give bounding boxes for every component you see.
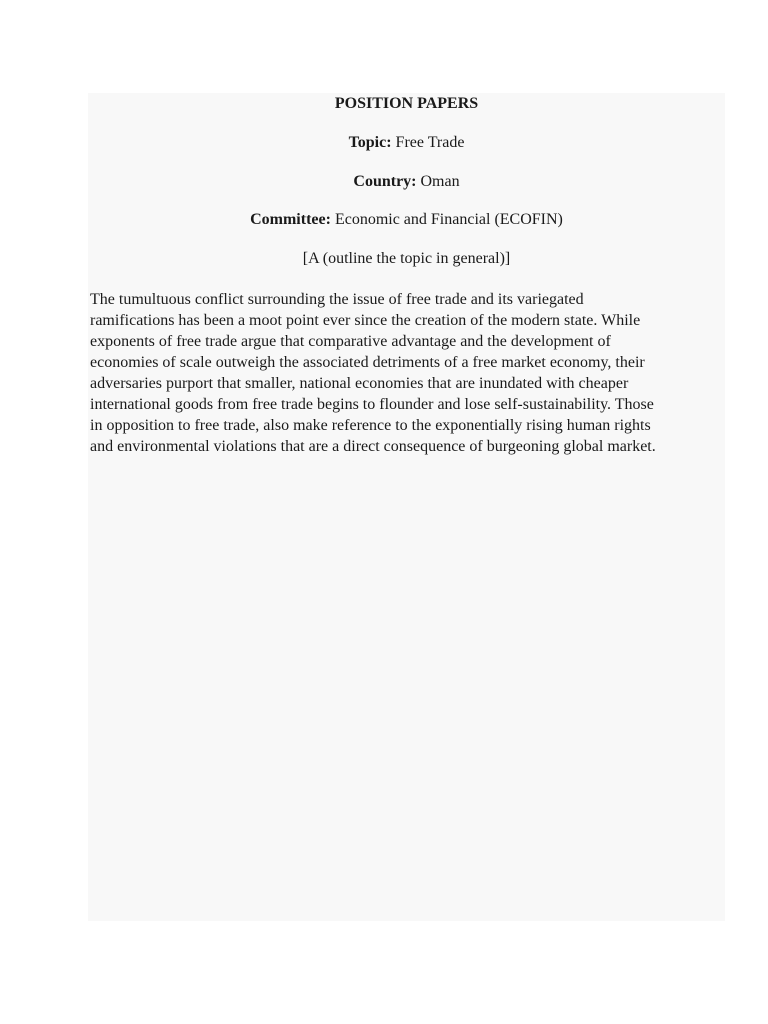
country-label: Country: [353, 173, 417, 190]
country-line [88, 172, 725, 192]
country-value: Oman [420, 173, 460, 190]
topic-label: Topic: [348, 134, 392, 151]
outline-note: [A (outline the topic in general)] [302, 250, 511, 267]
body-line: and environmental violations that are a direct consequence of burgeoning global market. [90, 438, 656, 455]
committee-label: Committee: [250, 211, 331, 228]
body-line: The tumultuous conflict surrounding the issue of free trade and its variegated [90, 291, 584, 308]
topic-value: Free Trade [395, 134, 465, 151]
body-line: ramifications has been a moot point ever since the creation of the modern state. While [90, 312, 641, 329]
body-line: economies of scale outweigh the associated detriments of a free market economy, their [90, 354, 645, 371]
body-paragraph [90, 289, 725, 457]
body-line: adversaries purport that smaller, national economies that are inundated with cheaper [90, 375, 629, 392]
topic-line [88, 133, 725, 153]
document-title: POSITION PAPERS [334, 95, 479, 112]
body-line: exponents of free trade argue that comparative advantage and the development of [90, 333, 611, 350]
committee-line [88, 210, 725, 230]
body-line: international goods from free trade begins to flounder and lose self-sustainability. Those [90, 396, 654, 413]
committee-value: Economic and Financial (ECOFIN) [334, 211, 563, 228]
document-content [88, 93, 725, 921]
body-line: in opposition to free trade, also make reference to the exponentially rising human rights [90, 417, 651, 434]
